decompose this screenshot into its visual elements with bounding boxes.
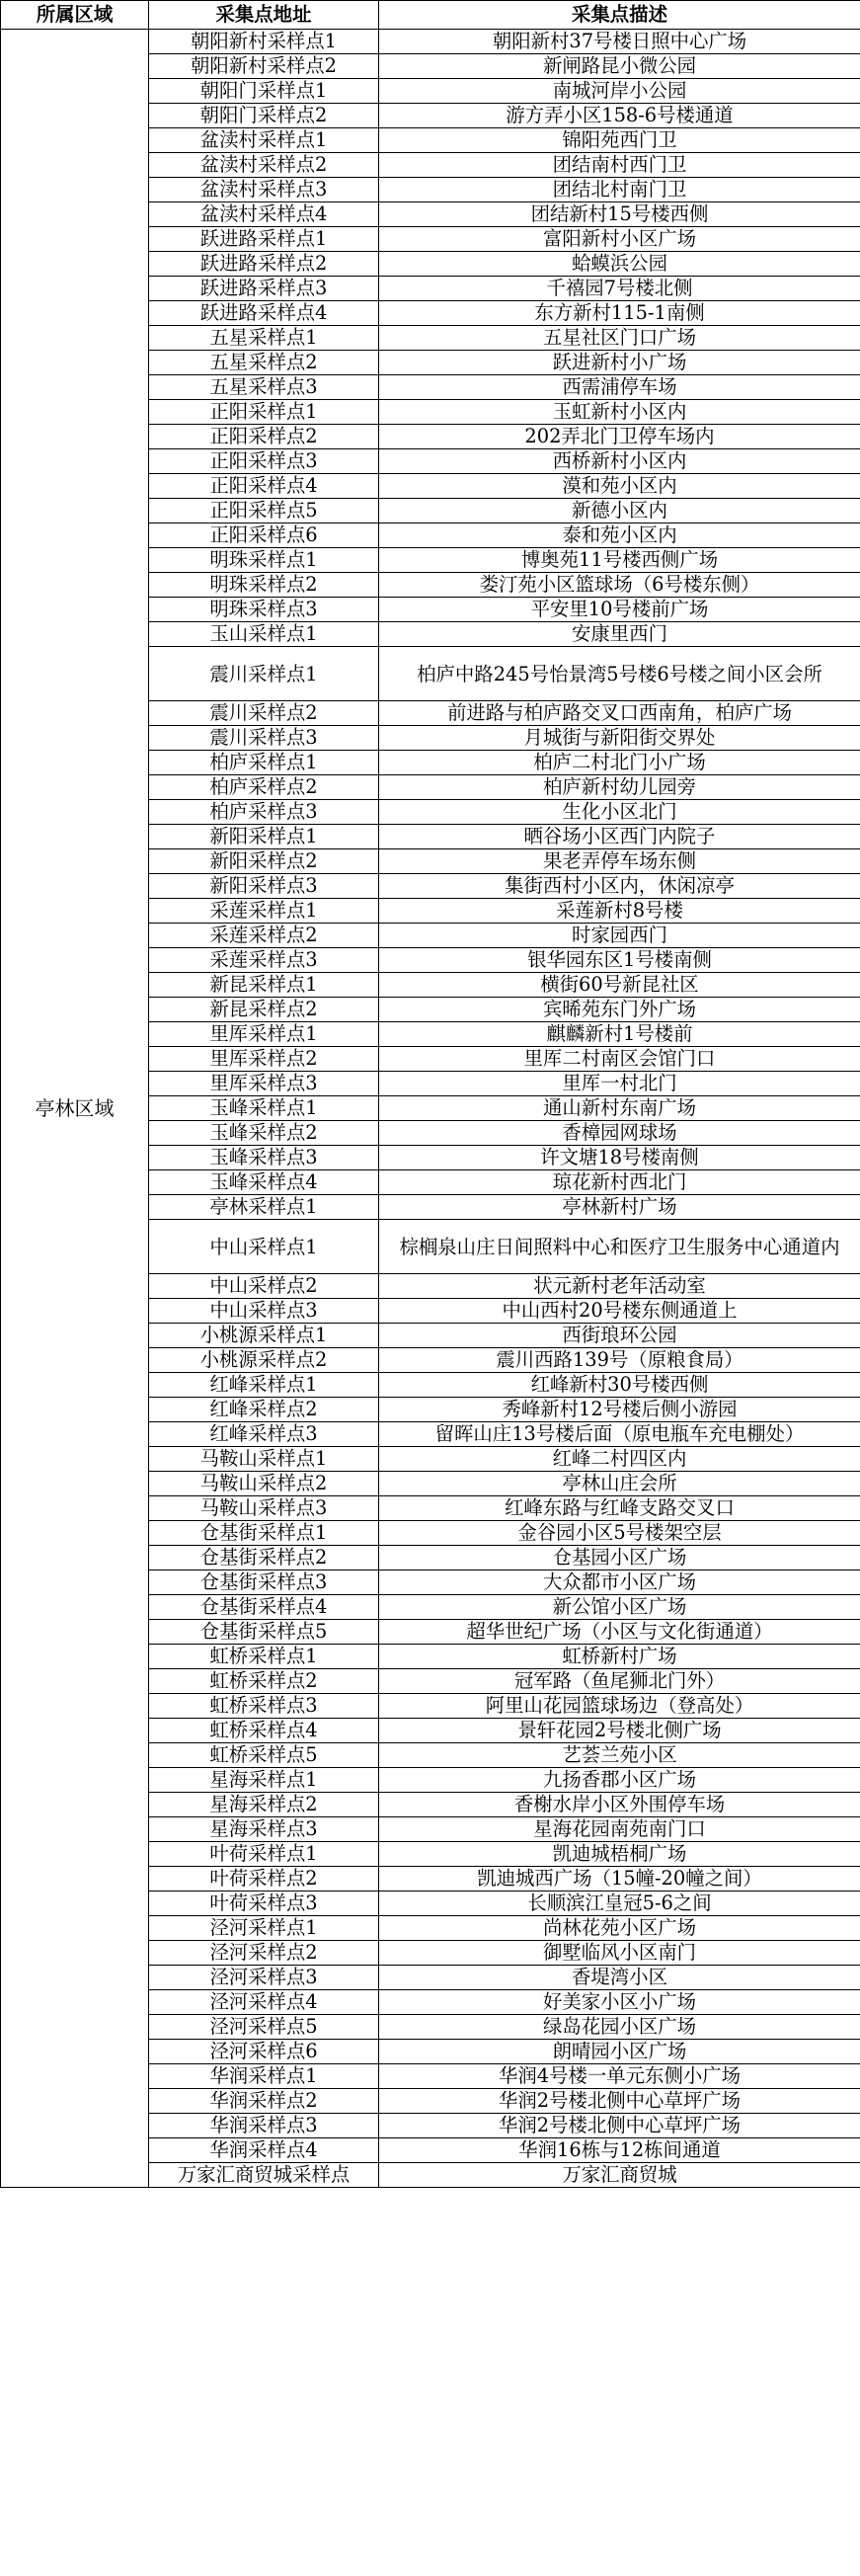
address-cell: 新阳采样点2 bbox=[149, 849, 379, 874]
description-cell: 景轩花园2号楼北侧广场 bbox=[379, 1719, 860, 1743]
description-cell: 富阳新村小区广场 bbox=[379, 227, 860, 252]
description-cell: 采莲新村8号楼 bbox=[379, 899, 860, 924]
address-cell: 柏庐采样点3 bbox=[149, 800, 379, 825]
address-cell: 马鞍山采样点3 bbox=[149, 1496, 379, 1521]
description-cell: 长顺滨江皇冠5-6之间 bbox=[379, 1892, 860, 1916]
description-cell: 新公馆小区广场 bbox=[379, 1595, 860, 1620]
description-cell: 华润4号楼一单元东侧小广场 bbox=[379, 2064, 860, 2089]
description-cell: 琼花新村西北门 bbox=[379, 1170, 860, 1195]
description-cell: 绿岛花园小区广场 bbox=[379, 2015, 860, 2040]
description-cell: 留晖山庄13号楼后面（原电瓶车充电棚处） bbox=[379, 1422, 860, 1447]
address-cell: 玉峰采样点1 bbox=[149, 1096, 379, 1121]
description-cell: 朝阳新村37号楼日照中心广场 bbox=[379, 30, 860, 54]
description-cell: 华润2号楼北侧中心草坪广场 bbox=[379, 2114, 860, 2138]
description-cell: 麒麟新村1号楼前 bbox=[379, 1022, 860, 1047]
description-cell: 玉虹新村小区内 bbox=[379, 400, 860, 425]
description-cell: 时家园西门 bbox=[379, 924, 860, 948]
description-cell: 五星社区门口广场 bbox=[379, 326, 860, 351]
address-cell: 仓基街采样点1 bbox=[149, 1521, 379, 1546]
address-cell: 朝阳新村采样点2 bbox=[149, 54, 379, 79]
address-cell: 五星采样点3 bbox=[149, 375, 379, 400]
description-cell: 泰和苑小区内 bbox=[379, 523, 860, 548]
address-cell: 采莲采样点1 bbox=[149, 899, 379, 924]
description-cell: 震川西路139号（原粮食局） bbox=[379, 1348, 860, 1373]
description-cell: 里厍二村南区会馆门口 bbox=[379, 1047, 860, 1072]
address-cell: 中山采样点2 bbox=[149, 1274, 379, 1299]
description-cell: 香樟园网球场 bbox=[379, 1121, 860, 1146]
address-cell: 亭林采样点1 bbox=[149, 1195, 379, 1220]
address-cell: 仓基街采样点5 bbox=[149, 1620, 379, 1645]
address-cell: 玉峰采样点3 bbox=[149, 1146, 379, 1170]
address-cell: 叶荷采样点2 bbox=[149, 1867, 379, 1892]
address-cell: 五星采样点2 bbox=[149, 351, 379, 375]
address-cell: 新昆采样点2 bbox=[149, 998, 379, 1022]
description-cell: 大众都市小区广场 bbox=[379, 1570, 860, 1595]
header-district: 所属区域 bbox=[1, 1, 149, 30]
address-cell: 朝阳门采样点1 bbox=[149, 79, 379, 104]
description-cell: 华润2号楼北侧中心草坪广场 bbox=[379, 2089, 860, 2114]
address-cell: 朝阳门采样点2 bbox=[149, 104, 379, 128]
description-cell: 集街西村小区内，休闲凉亭 bbox=[379, 874, 860, 899]
address-cell: 华润采样点1 bbox=[149, 2064, 379, 2089]
description-cell: 星海花园南苑南门口 bbox=[379, 1817, 860, 1842]
address-cell: 仓基街采样点3 bbox=[149, 1570, 379, 1595]
address-cell: 明珠采样点2 bbox=[149, 573, 379, 598]
address-cell: 仓基街采样点2 bbox=[149, 1546, 379, 1570]
description-cell: 阿里山花园篮球场边（登高处） bbox=[379, 1694, 860, 1719]
description-cell: 团结新村15号楼西侧 bbox=[379, 202, 860, 227]
description-cell: 横街60号新昆社区 bbox=[379, 973, 860, 998]
description-cell: 冠军路（鱼尾狮北门外） bbox=[379, 1669, 860, 1694]
address-cell: 万家汇商贸城采样点 bbox=[149, 2163, 379, 2188]
address-cell: 盆渎村采样点3 bbox=[149, 178, 379, 202]
description-cell: 新闸路昆小微公园 bbox=[379, 54, 860, 79]
address-cell: 里厍采样点3 bbox=[149, 1072, 379, 1096]
description-cell: 新德小区内 bbox=[379, 499, 860, 523]
description-cell: 月城街与新阳街交界处 bbox=[379, 726, 860, 751]
address-cell: 中山采样点3 bbox=[149, 1299, 379, 1324]
description-cell: 虹桥新村广场 bbox=[379, 1645, 860, 1669]
address-cell: 马鞍山采样点2 bbox=[149, 1472, 379, 1496]
address-cell: 泾河采样点3 bbox=[149, 1966, 379, 1990]
address-cell: 华润采样点4 bbox=[149, 2138, 379, 2163]
description-cell: 柏庐新村幼儿园旁 bbox=[379, 775, 860, 800]
description-cell: 东方新村115-1南侧 bbox=[379, 301, 860, 326]
description-cell: 亭林山庄会所 bbox=[379, 1472, 860, 1496]
description-cell: 柏庐二村北门小广场 bbox=[379, 751, 860, 775]
description-cell: 棕榈泉山庄日间照料中心和医疗卫生服务中心通道内 bbox=[379, 1220, 860, 1274]
address-cell: 仓基街采样点4 bbox=[149, 1595, 379, 1620]
description-cell: 超华世纪广场（小区与文化街通道） bbox=[379, 1620, 860, 1645]
address-cell: 虹桥采样点2 bbox=[149, 1669, 379, 1694]
description-cell: 状元新村老年活动室 bbox=[379, 1274, 860, 1299]
description-cell: 团结北村南门卫 bbox=[379, 178, 860, 202]
address-cell: 叶荷采样点3 bbox=[149, 1892, 379, 1916]
description-cell: 锦阳苑西门卫 bbox=[379, 128, 860, 153]
address-cell: 泾河采样点2 bbox=[149, 1941, 379, 1966]
description-cell: 中山西村20号楼东侧通道上 bbox=[379, 1299, 860, 1324]
description-cell: 果老弄停车场东侧 bbox=[379, 849, 860, 874]
address-cell: 玉峰采样点2 bbox=[149, 1121, 379, 1146]
address-cell: 盆渎村采样点4 bbox=[149, 202, 379, 227]
description-cell: 千禧园7号楼北侧 bbox=[379, 277, 860, 301]
description-cell: 金谷园小区5号楼架空层 bbox=[379, 1521, 860, 1546]
description-cell: 博奥苑11号楼西侧广场 bbox=[379, 548, 860, 573]
description-cell: 华润16栋与12栋间通道 bbox=[379, 2138, 860, 2163]
address-cell: 马鞍山采样点1 bbox=[149, 1447, 379, 1472]
address-cell: 新昆采样点1 bbox=[149, 973, 379, 998]
description-cell: 娄汀苑小区篮球场（6号楼东侧） bbox=[379, 573, 860, 598]
description-cell: 西街琅环公园 bbox=[379, 1324, 860, 1348]
address-cell: 红峰采样点2 bbox=[149, 1398, 379, 1422]
header-address: 采集点地址 bbox=[149, 1, 379, 30]
address-cell: 泾河采样点1 bbox=[149, 1916, 379, 1941]
description-cell: 香榭水岸小区外围停车场 bbox=[379, 1793, 860, 1817]
description-cell: 前进路与柏庐路交叉口西南角，柏庐广场 bbox=[379, 701, 860, 726]
address-cell: 盆渎村采样点2 bbox=[149, 153, 379, 178]
address-cell: 震川采样点3 bbox=[149, 726, 379, 751]
address-cell: 跃进路采样点4 bbox=[149, 301, 379, 326]
address-cell: 虹桥采样点1 bbox=[149, 1645, 379, 1669]
description-cell: 艺荟兰苑小区 bbox=[379, 1743, 860, 1768]
address-cell: 泾河采样点6 bbox=[149, 2040, 379, 2064]
address-cell: 小桃源采样点1 bbox=[149, 1324, 379, 1348]
address-cell: 红峰采样点3 bbox=[149, 1422, 379, 1447]
description-cell: 西桥新村小区内 bbox=[379, 449, 860, 474]
description-cell: 尚林花苑小区广场 bbox=[379, 1916, 860, 1941]
description-cell: 秀峰新村12号楼后侧小游园 bbox=[379, 1398, 860, 1422]
address-cell: 叶荷采样点1 bbox=[149, 1842, 379, 1867]
description-cell: 万家汇商贸城 bbox=[379, 2163, 860, 2188]
description-cell: 许文塘18号楼南侧 bbox=[379, 1146, 860, 1170]
address-cell: 盆渎村采样点1 bbox=[149, 128, 379, 153]
description-cell: 朗晴园小区广场 bbox=[379, 2040, 860, 2064]
description-cell: 柏庐中路245号怡景湾5号楼6号楼之间小区会所 bbox=[379, 647, 860, 701]
description-cell: 跃进新村小广场 bbox=[379, 351, 860, 375]
description-cell: 平安里10号楼前广场 bbox=[379, 598, 860, 622]
address-cell: 玉峰采样点4 bbox=[149, 1170, 379, 1195]
address-cell: 柏庐采样点2 bbox=[149, 775, 379, 800]
address-cell: 五星采样点1 bbox=[149, 326, 379, 351]
description-cell: 通山新村东南广场 bbox=[379, 1096, 860, 1121]
address-cell: 正阳采样点5 bbox=[149, 499, 379, 523]
description-cell: 生化小区北门 bbox=[379, 800, 860, 825]
address-cell: 震川采样点2 bbox=[149, 701, 379, 726]
description-cell: 九扬香郡小区广场 bbox=[379, 1768, 860, 1793]
description-cell: 香堤湾小区 bbox=[379, 1966, 860, 1990]
description-cell: 银华园东区1号楼南侧 bbox=[379, 948, 860, 973]
address-cell: 泾河采样点5 bbox=[149, 2015, 379, 2040]
address-cell: 华润采样点2 bbox=[149, 2089, 379, 2114]
district-cell: 亭林区域 bbox=[1, 30, 149, 2188]
address-cell: 星海采样点3 bbox=[149, 1817, 379, 1842]
description-cell: 亭林新村广场 bbox=[379, 1195, 860, 1220]
address-cell: 星海采样点1 bbox=[149, 1768, 379, 1793]
address-cell: 小桃源采样点2 bbox=[149, 1348, 379, 1373]
header-description: 采集点描述 bbox=[379, 1, 860, 30]
address-cell: 正阳采样点6 bbox=[149, 523, 379, 548]
address-cell: 柏庐采样点1 bbox=[149, 751, 379, 775]
address-cell: 正阳采样点2 bbox=[149, 425, 379, 449]
address-cell: 玉山采样点1 bbox=[149, 622, 379, 647]
description-cell: 仓基园小区广场 bbox=[379, 1546, 860, 1570]
description-cell: 团结南村西门卫 bbox=[379, 153, 860, 178]
address-cell: 红峰采样点1 bbox=[149, 1373, 379, 1398]
address-cell: 正阳采样点3 bbox=[149, 449, 379, 474]
address-cell: 虹桥采样点3 bbox=[149, 1694, 379, 1719]
header-row bbox=[1, 1, 860, 30]
table-body bbox=[1, 30, 860, 2188]
description-cell: 红峰二村四区内 bbox=[379, 1447, 860, 1472]
address-cell: 跃进路采样点2 bbox=[149, 252, 379, 277]
description-cell: 好美家小区小广场 bbox=[379, 1990, 860, 2015]
description-cell: 西需浦停车场 bbox=[379, 375, 860, 400]
table-row bbox=[1, 30, 860, 54]
address-cell: 采莲采样点2 bbox=[149, 924, 379, 948]
description-cell: 里厍一村北门 bbox=[379, 1072, 860, 1096]
address-cell: 明珠采样点1 bbox=[149, 548, 379, 573]
address-cell: 中山采样点1 bbox=[149, 1220, 379, 1274]
description-cell: 御墅临风小区南门 bbox=[379, 1941, 860, 1966]
description-cell: 凯迪城梧桐广场 bbox=[379, 1842, 860, 1867]
description-cell: 安康里西门 bbox=[379, 622, 860, 647]
address-cell: 新阳采样点3 bbox=[149, 874, 379, 899]
address-cell: 新阳采样点1 bbox=[149, 825, 379, 849]
address-cell: 朝阳新村采样点1 bbox=[149, 30, 379, 54]
description-cell: 凯迪城西广场（15幢-20幢之间） bbox=[379, 1867, 860, 1892]
address-cell: 里厍采样点2 bbox=[149, 1047, 379, 1072]
address-cell: 泾河采样点4 bbox=[149, 1990, 379, 2015]
address-cell: 正阳采样点4 bbox=[149, 474, 379, 499]
description-cell: 宾晞苑东门外广场 bbox=[379, 998, 860, 1022]
address-cell: 星海采样点2 bbox=[149, 1793, 379, 1817]
address-cell: 虹桥采样点5 bbox=[149, 1743, 379, 1768]
address-cell: 明珠采样点3 bbox=[149, 598, 379, 622]
address-cell: 跃进路采样点3 bbox=[149, 277, 379, 301]
address-cell: 跃进路采样点1 bbox=[149, 227, 379, 252]
description-cell: 蛤蟆浜公园 bbox=[379, 252, 860, 277]
description-cell: 南城河岸小公园 bbox=[379, 79, 860, 104]
address-cell: 震川采样点1 bbox=[149, 647, 379, 701]
address-cell: 虹桥采样点4 bbox=[149, 1719, 379, 1743]
description-cell: 漠和苑小区内 bbox=[379, 474, 860, 499]
address-cell: 里厍采样点1 bbox=[149, 1022, 379, 1047]
address-cell: 华润采样点3 bbox=[149, 2114, 379, 2138]
description-cell: 红峰东路与红峰支路交叉口 bbox=[379, 1496, 860, 1521]
address-cell: 采莲采样点3 bbox=[149, 948, 379, 973]
address-cell: 正阳采样点1 bbox=[149, 400, 379, 425]
description-cell: 202弄北门卫停车场内 bbox=[379, 425, 860, 449]
description-cell: 游方弄小区158-6号楼通道 bbox=[379, 104, 860, 128]
description-cell: 晒谷场小区西门内院子 bbox=[379, 825, 860, 849]
description-cell: 红峰新村30号楼西侧 bbox=[379, 1373, 860, 1398]
